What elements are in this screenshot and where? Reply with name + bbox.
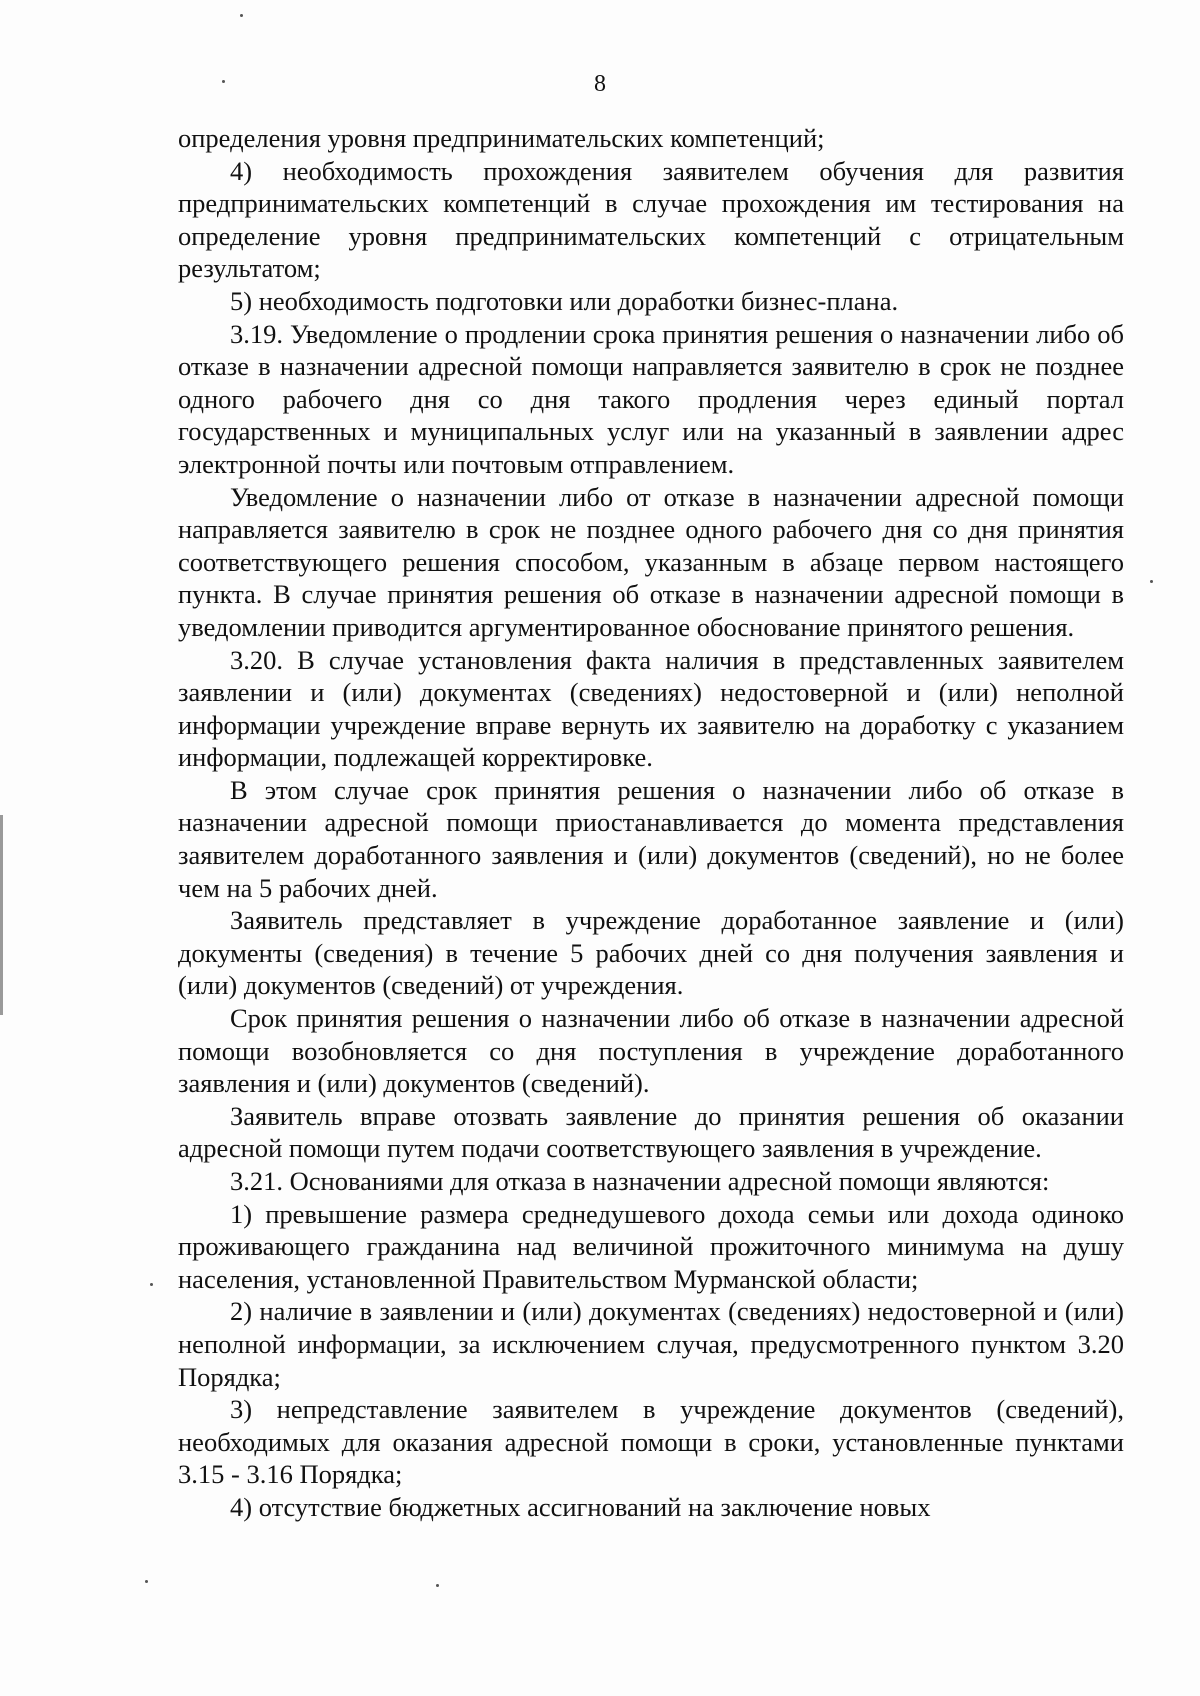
paragraph: 3.20. В случае установления факта наличия в представленных заявителем заявлении и (или) документах (сведениях) недостоверной и (или) неполной информации учреждение вправе вернуть их заявителю на доработку с указанием информации, подлежащей корректировке. (178, 644, 1124, 773)
scan-edge-mark (0, 815, 3, 1015)
paragraph: В этом случае срок принятия решения о назначении либо об отказе в назначении адресной помощи приостанавливается до момента представления заявителем доработанного заявления и (или) документов (сведений), но не более чем на 5 рабочих дней. (178, 774, 1124, 903)
paragraph: Заявитель представляет в учреждение доработанное заявление и (или) документы (сведения) в течение 5 рабочих дней со дня получения заявления и (или) документов (сведений) от учреждения. (178, 905, 1124, 1001)
scan-speck (436, 1584, 439, 1587)
scan-speck (1150, 580, 1153, 583)
paragraph: Срок принятия решения о назначении либо об отказе в назначении адресной помощи возобновляется со дня поступления в учреждение доработанного заявления и (или) документов (сведений). (178, 1003, 1124, 1099)
paragraph: Заявитель вправе отозвать заявление до принятия решения об оказании адресной помощи путем подачи соответствующего заявления в учреждение. (178, 1100, 1124, 1164)
scan-speck (145, 1580, 148, 1583)
paragraph: 4) отсутствие бюджетных ассигнований на заключение новых (230, 1491, 931, 1522)
paragraph: 5) необходимость подготовки или доработки бизнес-плана. (230, 285, 899, 316)
paragraph: определения уровня предпринимательских компетенций; (178, 123, 825, 153)
page-number: 8 (594, 71, 606, 97)
document-body (178, 122, 1124, 1524)
scan-speck (240, 14, 243, 17)
paragraph: 1) превышение размера среднедушевого дохода семьи или дохода одиноко проживающего гражданина над величиной прожиточного минимума на душу населения, установленной Правительством Мурманской области; (178, 1198, 1124, 1294)
paragraph: 2) наличие в заявлении и (или) документах (сведениях) недостоверной и (или) неполной информации, за исключением случая, предусмотренного пунктом 3.20 Порядка; (178, 1296, 1124, 1392)
paragraph: 3) непредставление заявителем в учреждение документов (сведений), необходимых для оказания адресной помощи в сроки, установленные пунктами 3.15 - 3.16 Порядка; (178, 1394, 1124, 1490)
scan-speck (150, 1283, 153, 1286)
paragraph: 3.19. Уведомление о продлении срока принятия решения о назначении либо об отказе в назначении адресной помощи направляется заявителю в срок не позднее одного рабочего дня со дня такого продления через единый портал государственных и муниципальных услуг или на указанный в заявлении адрес электронной почты или почтовым отправлением. (178, 318, 1124, 479)
paragraph: 3.21. Основаниями для отказа в назначении адресной помощи являются: (230, 1166, 1050, 1196)
paragraph: 4) необходимость прохождения заявителем обучения для развития предпринимательских компетенций в случае прохождения им тестирования на определение уровня предпринимательских компетенций с отрицательным результатом; (178, 155, 1124, 284)
paragraph: Уведомление о назначении либо от отказе в назначении адресной помощи направляется заявителю в срок не позднее одного рабочего дня со дня принятия соответствующего решения способом, указанным в абзаце первом настоящего пункта. В случае принятия решения об отказе в назначении адресной помощи в уведомлении приводится аргументированное обоснование принятого решения. (178, 481, 1124, 642)
